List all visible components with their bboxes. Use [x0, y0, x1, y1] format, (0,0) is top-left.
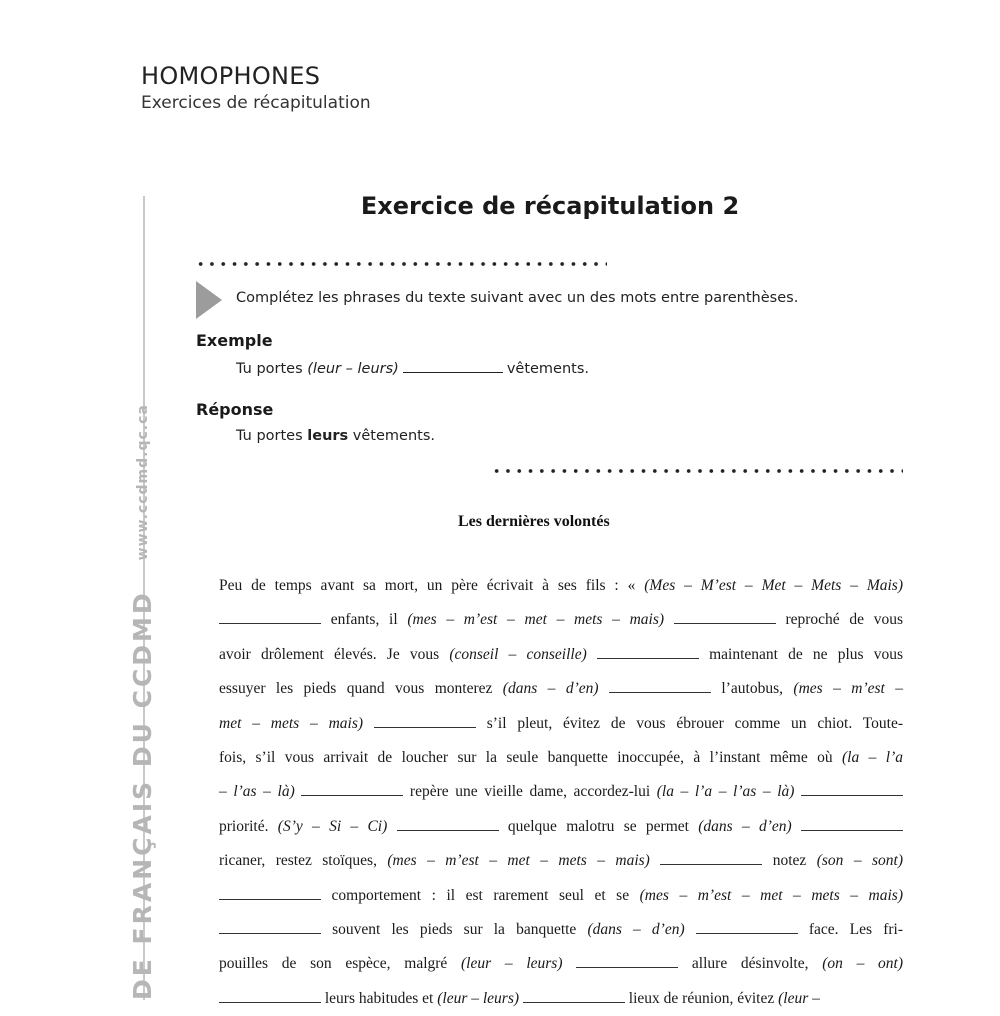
passage-text-segment: leurs habitudes et	[321, 989, 438, 1007]
passage-text-segment: avoir drôlement élevés. Je vous	[219, 645, 450, 663]
word-choices: (leur –	[778, 989, 820, 1007]
answer-blank[interactable]	[576, 955, 678, 968]
word-choices: (la – l’a	[842, 749, 903, 767]
example-label: Exemple	[196, 331, 273, 350]
answer-blank[interactable]	[374, 715, 476, 728]
passage-text-segment	[599, 680, 609, 697]
word-choices: (dans – d’en)	[698, 817, 792, 835]
sidebar-branding	[128, 404, 157, 1000]
dotted-divider-bottom	[491, 468, 903, 474]
passage-text-segment: fois, s’il vous arrivait de loucher sur la seule banquette inoccupée, à l’instant même où	[219, 749, 843, 767]
passage-text-segment: l’autobus,	[710, 680, 794, 698]
passage-text-segment	[363, 715, 374, 732]
passage-line	[219, 810, 903, 844]
word-choices: (Mes – M’est – Met – Mets – Mais)	[644, 577, 903, 594]
word-choices: (leur – leurs)	[437, 989, 520, 1007]
passage-line	[219, 638, 903, 672]
word-choices: (mes – m’est – met – mets – mais)	[407, 611, 665, 629]
answer-blank[interactable]	[609, 680, 711, 693]
passage-text-segment	[650, 852, 660, 869]
answer-sentence	[236, 428, 435, 444]
example-blank[interactable]	[403, 359, 503, 373]
passage-text-segment: pouilles de son espèce, malgré	[219, 955, 462, 973]
word-choices: (son – sont)	[816, 852, 904, 870]
word-choices: (mes – m’est – met – mets – mais)	[387, 852, 650, 870]
passage-text-segment: souvent les pieds sur la banquette	[321, 921, 588, 939]
dotted-divider-top	[195, 261, 607, 267]
passage-line	[219, 741, 903, 775]
example-after: vêtements.	[506, 361, 590, 377]
passage-text-segment: s’il pleut, évitez de vous ébrouer comme un chiot. Toute-	[475, 714, 903, 732]
passage-line	[219, 879, 903, 913]
passage-text-segment: notez	[762, 852, 817, 870]
sidebar-url: www.ccdmd.qc.ca	[135, 404, 151, 561]
passage-text-segment: comportement : il est rarement seul et se	[321, 886, 640, 904]
answer-blank[interactable]	[397, 818, 499, 831]
answer-word: leurs	[307, 428, 349, 444]
answer-blank[interactable]	[219, 887, 321, 900]
answer-after: vêtements.	[348, 428, 435, 444]
passage-text-segment	[794, 783, 801, 800]
passage-line	[219, 672, 903, 706]
word-choices: (la – l’a – l’as – là)	[656, 783, 795, 801]
answer-blank[interactable]	[301, 783, 403, 796]
passage-line	[219, 982, 903, 1016]
passage-line	[219, 913, 903, 947]
passage-text	[219, 569, 903, 1016]
word-choices: (leur – leurs)	[461, 955, 563, 973]
passage-text-segment: ricaner, restez stoïques,	[219, 852, 388, 870]
passage-text-segment: allure désinvolte,	[678, 955, 823, 973]
answer-blank[interactable]	[660, 852, 762, 865]
page-header	[141, 60, 371, 114]
word-choices: (mes – m’est – met – mets – mais)	[639, 886, 904, 904]
section-title: HOMOPHONES	[141, 62, 321, 90]
sidebar-brand: DE FRANÇAIS DU CCDMD	[128, 590, 157, 1000]
passage-text-segment	[587, 646, 597, 663]
answer-label: Réponse	[196, 400, 274, 419]
passage-line	[219, 947, 903, 981]
word-choices: met – mets – mais)	[219, 714, 364, 732]
passage-text-segment: enfants, il	[321, 611, 408, 629]
answer-blank[interactable]	[219, 611, 321, 624]
passage-text-segment	[792, 818, 801, 835]
example-choice: (leur – leurs)	[307, 361, 399, 377]
passage-title: Les dernières volontés	[458, 513, 610, 530]
passage-text-segment	[387, 818, 396, 835]
passage-line	[219, 707, 903, 741]
section-subtitle: Exercices de récapitulation	[141, 93, 371, 113]
answer-blank[interactable]	[219, 921, 321, 934]
passage-text-segment: quelque malotru se permet	[498, 817, 699, 835]
passage-line	[219, 603, 903, 637]
passage-line	[219, 844, 903, 878]
word-choices: (S’y – Si – Ci)	[277, 817, 388, 835]
passage-text-segment	[664, 611, 674, 628]
example-sentence	[236, 359, 589, 377]
answer-blank[interactable]	[696, 921, 798, 934]
passage-text-segment	[295, 783, 302, 800]
passage-text-segment: face. Les fri-	[797, 921, 903, 939]
answer-blank[interactable]	[674, 611, 776, 624]
word-choices: (on – ont)	[822, 955, 904, 973]
word-choices: (dans – d’en)	[587, 921, 685, 939]
passage-text-segment: reproché de vous	[775, 611, 903, 629]
answer-blank[interactable]	[523, 990, 625, 1003]
answer-blank[interactable]	[801, 783, 903, 796]
passage-text-segment: essuyer les pieds quand vous monterez	[219, 680, 503, 698]
passage-line	[219, 775, 903, 809]
passage-text-segment	[685, 921, 696, 938]
answer-before: Tu portes	[236, 428, 308, 444]
passage-text-segment: priorité.	[219, 817, 278, 835]
word-choices: – l’as – là)	[219, 783, 295, 801]
passage-line	[219, 569, 903, 603]
passage-text-segment	[562, 955, 576, 972]
word-choices: (mes – m’est –	[793, 680, 904, 698]
answer-blank[interactable]	[597, 646, 699, 659]
word-choices: (conseil – conseille)	[449, 645, 587, 663]
passage-text-segment: repère une vieille dame, accordez-lui	[403, 783, 657, 801]
exercise-title: Exercice de récapitulation 2	[360, 192, 740, 220]
answer-blank[interactable]	[219, 990, 321, 1003]
example-before: Tu portes	[236, 361, 308, 377]
passage-text-segment: lieux de réunion, évitez	[624, 989, 779, 1007]
instruction-text: Complétez les phrases du texte suivant avec un des mots entre parenthèses.	[236, 290, 799, 306]
word-choices: (dans – d’en)	[502, 680, 599, 698]
answer-blank[interactable]	[801, 818, 903, 831]
passage-text-segment: Peu de temps avant sa mort, un père écrivait à ses fils : «	[219, 577, 645, 594]
play-arrow-icon	[196, 281, 222, 319]
passage-text-segment: maintenant de ne plus vous	[698, 645, 903, 663]
